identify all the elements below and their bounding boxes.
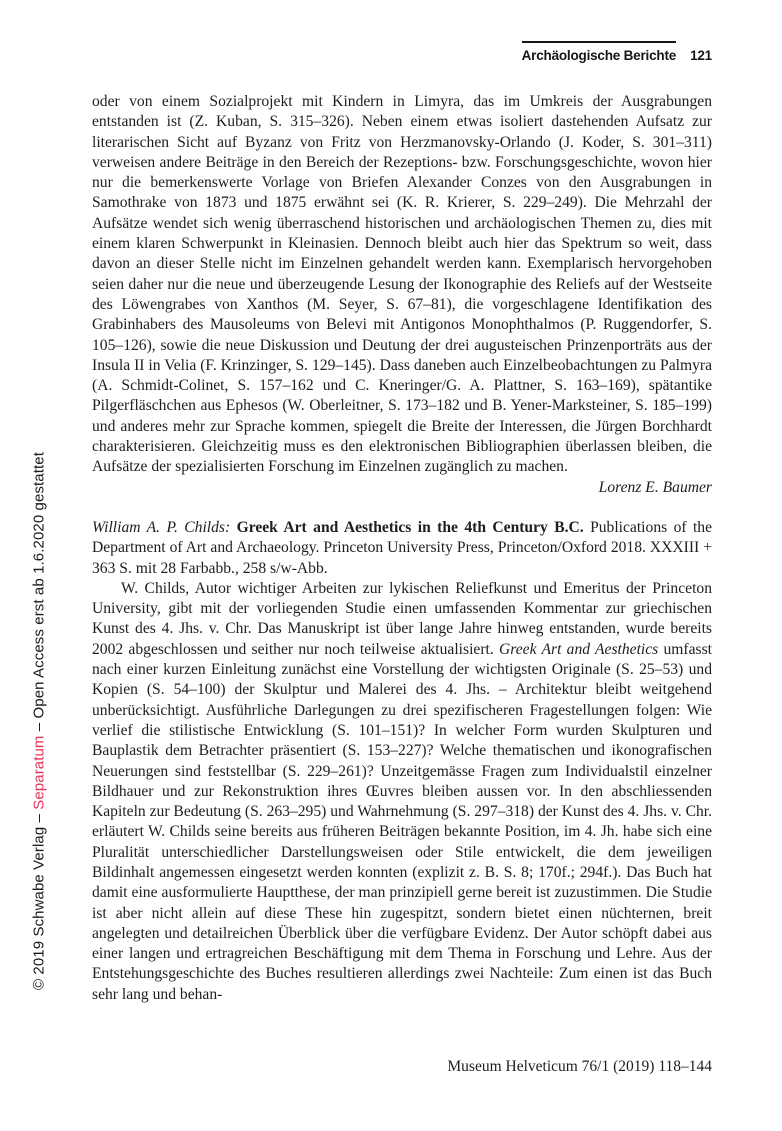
section-title: Archäologische Berichte: [522, 41, 676, 63]
page-header: [522, 41, 712, 63]
separatum-prefix: © 2019 Schwabe Verlag –: [30, 809, 48, 990]
review2-body: [92, 579, 712, 1005]
review2-heading: [92, 518, 712, 579]
separatum-label: Separatum: [30, 735, 48, 810]
review2-body-italic-title: Greek Art and Aesthetics: [499, 640, 659, 658]
review1-body: oder von einem Sozialprojekt mit Kindern in Limyra, das im Umkreis der Ausgrabungen entstanden ist (Z. Kuban, S. 315–326). Neben einem etwas isoliert dastehenden Aufsatz zur literarischen Sicht auf Byzanz von Fritz von Herzmanovsky-Orlando (J. Koder, S. 301–311) verweisen andere Beiträge in den Bereich der Rezeptions- bzw. Forschungsgeschichte, wovon hier nur die bemerkenswerte Vorlage von Briefen Alexander Conzes von den Ausgrabungen in Samothrake von 1873 und 1875 erwähnt sei (K. R. Krierer, S. 229–249). Die Mehrzahl der Aufsätze wendet sich wenig überraschend historischen und archäologischen Themen zu, dies mit einem klaren Schwerpunkt in Kleinasien. Dennoch bleibt auch hier das Spektrum so weit, dass davon an dieser Stelle nicht im Einzelnen gehandelt werden kann. Exemplarisch hervorgehoben seien daher nur die neue und überzeugende Lesung der Ikonographie des Reliefs auf der Westseite des Löwengrabes von Xanthos (M. Seyer, S. 67–81), die vorgeschlagene Identifikation des Grabinhabers des Mausoleums von Belevi mit Antigonos Monophthalmos (P. Ruggendorfer, S. 105–126), sowie die neue Diskussion und Deutung der drei augusteischen Prinzenporträts aus der Insula II in Velia (F. Krinzinger, S. 129–145). Dass daneben auch Einzelbeobachtungen zu Palmyra (A. Schmidt-Colinet, S. 157–162 und C. Kneringer/G. A. Plattner, S. 163–169), spätantike Pilgerfläschchen aus Ephesos (W. Oberleitner, S. 173–182 und B. Yener-Marksteiner, S. 185–199) und anderes mehr zur Sprache kommen, spiegelt die Breite der Interessen, die Jürgen Borchhardt charakterisieren. Gleichzeitig muss es den elektronischen Bibliographien überlassen bleiben, die Aufsätze der spezialisierten Forschung im Einzelnen zugänglich zu machen.: [92, 93, 712, 476]
separatum-notice: [31, 452, 48, 990]
journal-footer: Museum Helveticum 76/1 (2019) 118–144: [447, 1058, 712, 1075]
review2-author: William A. P. Childs:: [92, 518, 237, 536]
review2-publication-info: Publications of the Department of Art and Archaeology. Princeton University Press, Princeton/Oxford 2018. XXXIII + 363 S. mit 28 Farbabb., 258 s/w-Abb.: [92, 518, 713, 577]
review2-body-post: umfasst nach einer kurzen Einleitung zunächst eine Vorstellung der wichtigsten Originale (S. 25–53) und Kopien (S. 54–100) der Skulptur und Malerei des 4. Jhs. – Architektur bleibt weitgehend unberücksichtigt. Ausführliche Darlegungen zu drei spezifischeren Fragestellungen folgen: Wie verlief die stilistische Entwicklung (S. 101–151)? In welcher Form wurden Skulpturen und Bauplastik dem Betrachter präsentiert (S. 153–227)? Welche thematischen und ikonografischen Neuerungen sind feststellbar (S. 229–261)? Unzeitgemässe Fragen zum Individualstil einzelner Bildhauer und zur Rekonstruktion ihres Œuvres bleiben aussen vor. In den abschliessenden Kapiteln zur Bedeutung (S. 263–295) und Wahrnehmung (S. 297–318) der Kunst des 4. Jhs. v. Chr. erläutert W. Childs seine bereits aus früheren Beiträgen bekannte Position, im 4. Jh. habe sich eine Pluralität unterschiedlicher Darstellungsweisen oder Stile entwickelt, die dem jeweiligen Bildinhalt angemessen eingesetzt werden konnten (explizit z. B. S. 8; 170f.; 294f.). Das Buch hat damit eine ausformulierte Hauptthese, der man prinzipiell gerne bereit ist zuzustimmen. Die Studie ist aber nicht allein auf diese These hin zugespitzt, sondern bietet einen nüchternen, breit angelegten und detailreichen Überblick über die verfügbare Evidenz. Der Autor schöpft dabei aus einer langen und ertragreichen Beschäftigung mit dem Thema in Forschung und Lehre. Aus der Entstehungsgeschichte des Buches resultieren allerdings zwei Nachteile: Zum einen ist das Buch sehr lang und behan-: [92, 640, 712, 1003]
review1-signature: Lorenz E. Baumer: [598, 478, 712, 496]
page-number: 121: [690, 48, 712, 63]
review2-book-title: Greek Art and Aesthetics in the 4th Century B.C.: [236, 518, 584, 536]
text-column: [92, 92, 712, 1005]
review2-body-pre: W. Childs, Autor wichtiger Arbeiten zur lykischen Reliefkunst und Emeritus der Princeton University, gibt mit der vorliegenden Studie einen umfassenden Kommentar zur griechischen Kunst des 4. Jhs. v. Chr. Das Manuskript ist über lange Jahre hinweg entstanden, wurde bereits 2002 abgeschlossen und seither nur noch teilweise aktualisiert.: [92, 579, 712, 658]
separatum-suffix: – Open Access erst ab 1.6.2020 gestattet: [30, 452, 48, 736]
